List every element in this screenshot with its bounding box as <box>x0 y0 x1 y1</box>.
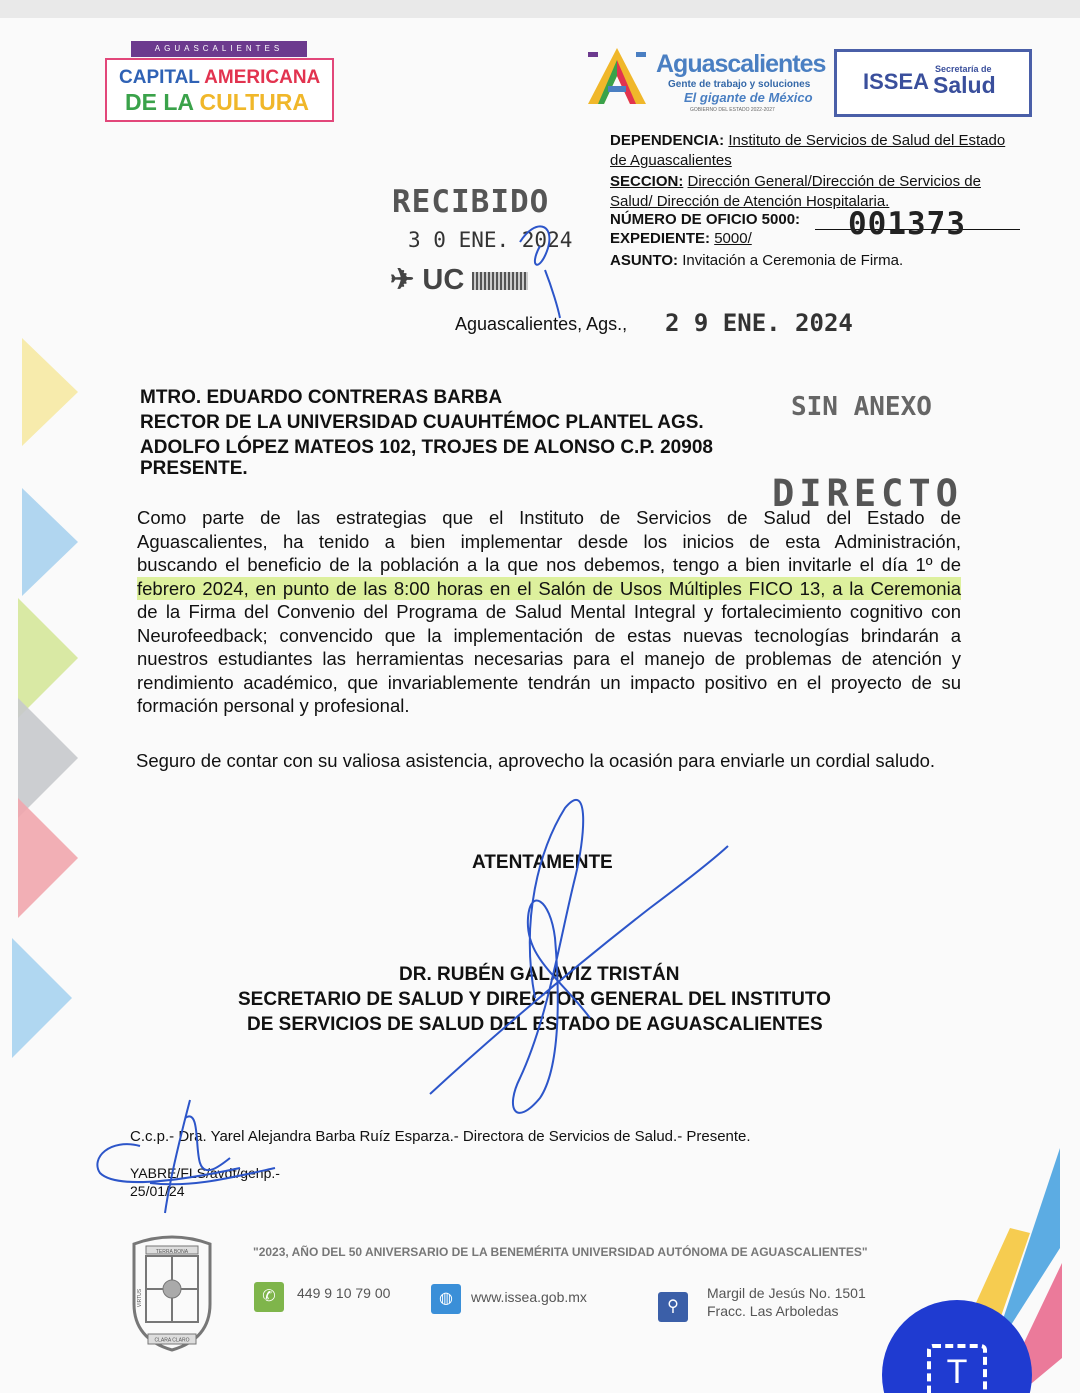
oficio-number: 001373 <box>848 206 966 242</box>
escudo-motto-text: TERRA BONA <box>155 1249 189 1255</box>
body-line: nuestros estudiantes las herramientas necesarias para el manejo de problemas de atención y <box>137 648 961 669</box>
document-page <box>0 18 1080 1393</box>
issea-wordmark: ISSEA <box>863 69 930 94</box>
atentamente: ATENTAMENTE <box>472 852 613 873</box>
signer-name: DR. RUBÉN GALAVIZ TRISTÁN <box>399 964 680 985</box>
capital-cultura-strip: AGUASCALIENTES <box>131 41 307 57</box>
recibido-date: 3 0 ENE. 2024 <box>408 228 573 252</box>
cc-line: C.c.p.- Dra. Yarel Alejandra Barba Ruíz Esparza.- Directora de Servicios de Salud.- Presente. <box>130 1128 751 1145</box>
seccion-value: Dirección General/Dirección de Servicios de <box>687 173 981 190</box>
state-coat-of-arms-icon <box>122 1234 222 1354</box>
footer-address-1: Margil de Jesús No. 1501 <box>707 1285 866 1301</box>
logo-word-americana: AMERICANA <box>204 67 321 88</box>
expediente-label: EXPEDIENTE: <box>610 230 711 247</box>
footer-website: www.issea.gob.mx <box>471 1289 587 1305</box>
escudo-side-text: VIRTUS <box>137 1288 143 1308</box>
signer-title-2: DE SERVICIOS DE SALUD DEL ESTADO DE AGUASCALIENTES <box>247 1014 823 1035</box>
body-line-highlighted: febrero 2024, en punto de las 8:00 horas en el Salón de Usos Múltiples FICO 13, a la Ceremonia <box>137 577 961 599</box>
body-line: de la Firma del Convenio del Programa de Salud Mental Integral y fortalecimiento cognitivo con <box>137 601 961 622</box>
logo-word-cultura: CULTURA <box>199 89 309 115</box>
body-line: buscando el beneficio de la población a la que nos debemos, tengo a bien invitarle el día 1º de <box>137 554 961 575</box>
secretaria-label: Secretaría de <box>935 64 992 74</box>
escudo-ribbon-text: CLARA CLARO <box>154 1337 190 1344</box>
recipient-name: MTRO. EDUARDO CONTRERAS BARBA <box>140 387 503 408</box>
recipient-address: ADOLFO LÓPEZ MATEOS 102, TROJES DE ALONSO C.P. 20908 <box>140 437 713 458</box>
asunto-value: Invitación a Ceremonia de Firma. <box>682 252 904 269</box>
place-label: Aguascalientes, Ags., <box>455 314 628 334</box>
text-select-icon: T <box>927 1344 987 1393</box>
dependencia-value: Instituto de Servicios de Salud del Estado <box>728 132 1006 149</box>
oficio-label: NÚMERO DE OFICIO 5000: <box>610 211 801 228</box>
directo-stamp: DIRECTO <box>772 472 963 515</box>
reference-initials: YABRE/FLS/avdf/gehp.- 25/01/24 <box>130 1165 280 1199</box>
date-stamp: 2 9 ENE. 2024 <box>665 309 853 337</box>
asunto-label: ASUNTO: <box>610 252 679 269</box>
body-line: Aguascalientes, ha tenido a bien implementar desde los inicios de esta Administración, <box>137 530 961 552</box>
aguascalientes-tagline: Gente de trabajo y soluciones <box>668 79 811 90</box>
recipient-title: RECTOR DE LA UNIVERSIDAD CUAUHTÉMOC PLANTEL AGS. <box>140 412 704 433</box>
aguascalientes-slogan: El gigante de México <box>684 90 813 105</box>
handwritten-signatures <box>0 18 1080 1393</box>
footer-address-2: Fracc. Las Arboledas <box>707 1303 839 1319</box>
expediente-value: 5000/ <box>714 230 752 247</box>
aguascalientes-gov-period: GOBIERNO DEL ESTADO 2022-2027 <box>690 107 775 113</box>
logo-word-dela: DE LA <box>125 89 194 115</box>
uc-stamp-text: UC <box>422 264 465 296</box>
body-line: rendimiento académico, que invariablemente tendrán un impacto positivo en el proyecto de su <box>137 671 961 693</box>
signer-title-1: SECRETARIO DE SALUD Y DIRECTOR GENERAL DEL INSTITUTO <box>238 989 831 1010</box>
recibido-stamp: RECIBIDO <box>392 184 550 220</box>
logo-word-capital: CAPITAL <box>119 67 200 88</box>
globe-icon: ◍ <box>431 1284 461 1314</box>
seccion-label: SECCION: <box>610 173 684 190</box>
aguascalientes-wordmark: Aguascalientes <box>656 50 826 78</box>
recipient-presente: PRESENTE. <box>140 458 248 479</box>
body-line: Como parte de las estrategias que el Instituto de Servicios de Salud del Estado de <box>137 507 961 528</box>
location-pin-icon: ⚲ <box>658 1292 688 1322</box>
uc-bird-icon: ✈ <box>390 264 415 296</box>
body-line: Neurofeedback; convencido que la implementación de estas nuevas tecnologías brindarán a <box>137 624 961 646</box>
dependencia-value-cont: de Aguascalientes <box>610 152 732 169</box>
seccion-value-cont: Salud/ Dirección de Atención Hospitalaria. <box>610 193 890 210</box>
body-line: formación personal y profesional. <box>137 695 410 716</box>
footer-motto: "2023, AÑO DEL 50 ANIVERSARIO DE LA BENEMÉRITA UNIVERSIDAD AUTÓNOMA DE AGUASCALIENTES" <box>253 1245 868 1259</box>
sin-anexo-stamp: SIN ANEXO <box>791 392 932 422</box>
footer-phone: 449 9 10 79 00 <box>297 1285 391 1301</box>
dependencia-label: DEPENDENCIA: <box>610 132 725 149</box>
closing-line: Seguro de contar con su valiosa asistencia, aprovecho la ocasión para enviarle un cordial saludo. <box>136 750 936 771</box>
salud-wordmark: Salud <box>933 72 996 98</box>
phone-icon: ✆ <box>254 1282 284 1312</box>
